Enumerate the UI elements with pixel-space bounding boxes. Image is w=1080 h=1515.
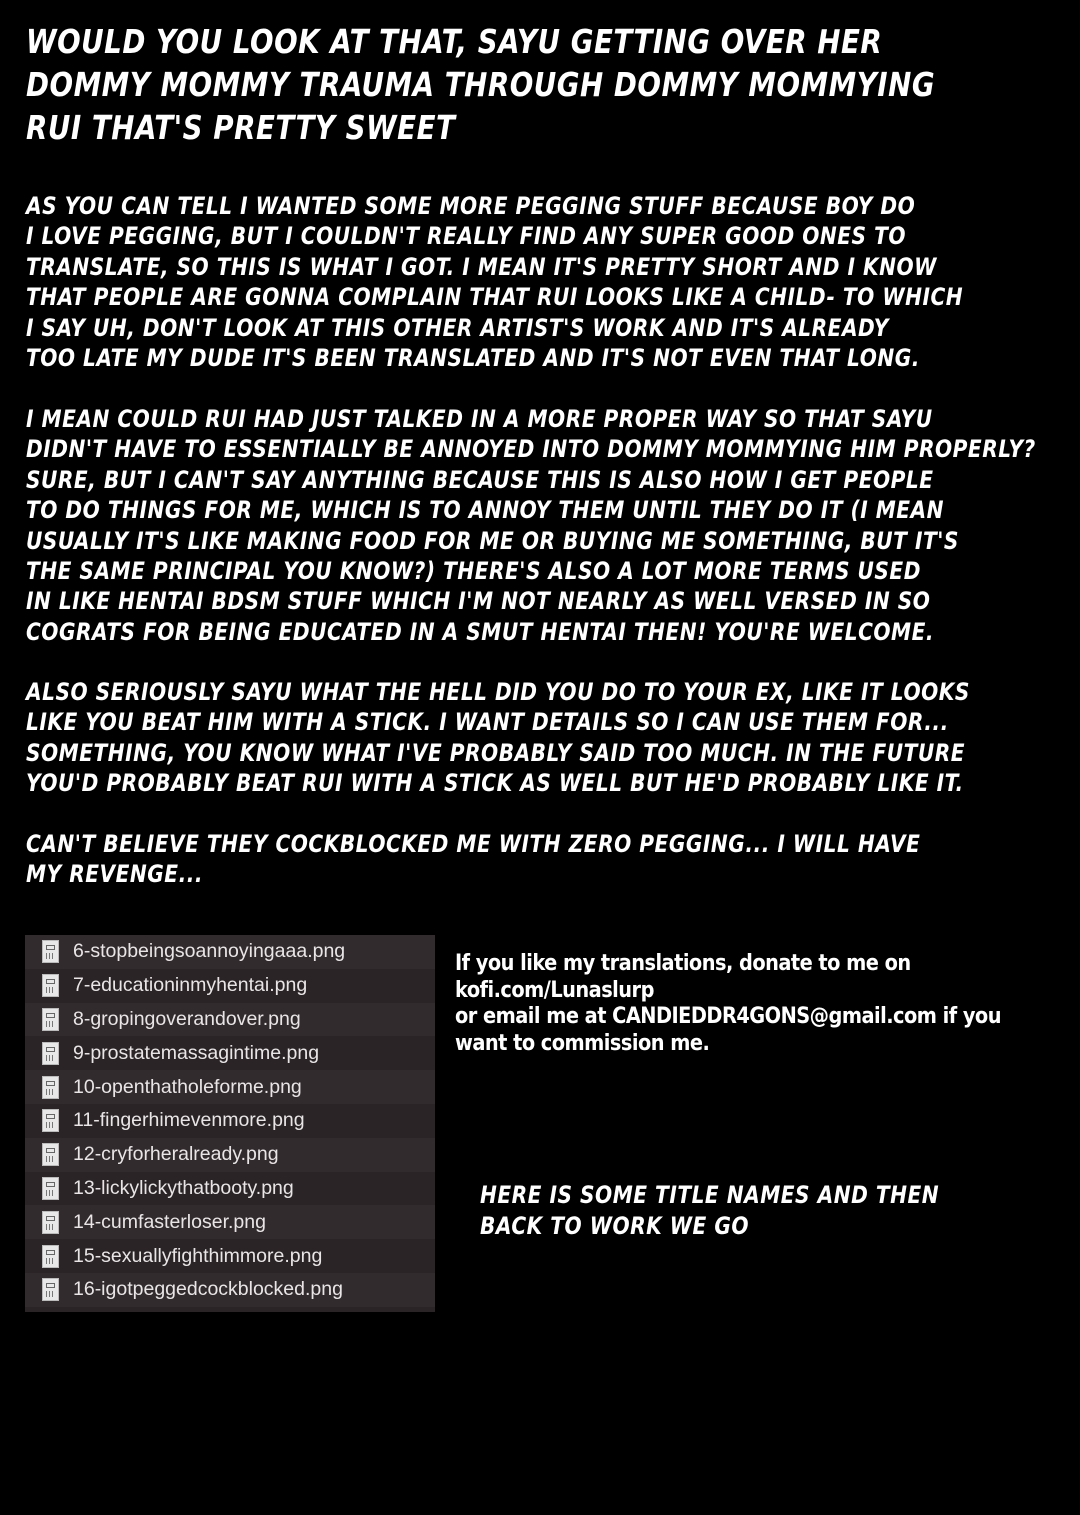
note-line: TO DO THINGS FOR ME, WHICH IS TO ANNOY THEM UNTIL THEY DO IT (I MEAN [26,496,945,525]
file-name: 14-cumfasterloser.png [73,1210,266,1233]
note-line: YOU'D PROBABLY BEAT RUI WITH A STICK AS WELL BUT HE'D PROBABLY LIKE IT. [26,769,964,798]
file-name: 6-stopbeingsoannoyingaaa.png [73,940,346,963]
file-name: 9-prostatemassagintime.png [73,1041,320,1064]
page-heading [26,20,992,149]
title-names-note [480,1180,1068,1241]
file-name: 12-cryforheralready.png [73,1143,279,1166]
note-line: I LOVE PEGGING, BUT I COULDN'T REALLY FIND ANY SUPER GOOD ONES TO [26,222,907,251]
file-name: 10-openthatholeforme.png [73,1075,302,1098]
file-row[interactable] [25,1070,435,1104]
note-line: USUALLY IT'S LIKE MAKING FOOD FOR ME OR BUYING ME SOMETHING, BUT IT'S [26,526,959,555]
note-line: CAN'T BELIEVE THEY COCKBLOCKED ME WITH ZERO PEGGING... I WILL HAVE [26,830,921,858]
note-line: ALSO SERIOUSLY SAYU WHAT THE HELL DID YOU DO TO YOUR EX, LIKE IT LOOKS [26,678,970,706]
image-file-icon [42,1008,59,1031]
file-row[interactable] [25,969,435,1003]
image-file-icon [42,1042,59,1065]
donation-link: kofi.com/Lunaslurp [455,977,654,1003]
image-file-icon [42,1245,59,1268]
note-paragraph-3 [26,677,1059,799]
file-row[interactable] [25,1036,435,1070]
note-line: DIDN'T HAVE TO ESSENTIALLY BE ANNOYED INTO DOMMY MOMMYING HIM PROPERLY? [26,435,1036,464]
file-row[interactable] [25,935,435,969]
file-name: 13-lickylickythatbooty.png [73,1176,294,1199]
note-line: TRANSLATE, SO THIS IS WHAT I GOT. I MEAN IT'S PRETTY SHORT AND I KNOW [26,252,937,281]
file-name: 11-fingerhimevenmore.png [73,1109,305,1132]
note-line: HERE IS SOME TITLE NAMES AND THEN [480,1181,940,1209]
note-paragraph-1 [26,191,1059,373]
file-name: 16-igotpeggedcockblocked.png [73,1278,343,1301]
heading-line: DOMMY MOMMY TRAUMA THROUGH DOMMY MOMMYING [26,65,936,104]
file-list-panel [25,935,435,1312]
file-row[interactable] [25,1239,435,1273]
image-file-icon [42,974,59,997]
donation-note [455,951,1075,1057]
heading-line: RUI THAT'S PRETTY SWEET [26,108,456,147]
note-paragraph-4 [26,829,1059,890]
image-file-icon [42,1278,59,1301]
donation-line: If you like my translations, donate to me on [455,951,911,976]
note-line: SOMETHING, YOU KNOW WHAT I'VE PROBABLY SAID TOO MUCH. IN THE FUTURE [26,738,966,767]
file-row[interactable] [25,1003,435,1037]
image-file-icon [42,1109,59,1132]
note-line: BACK TO WORK WE GO [480,1211,750,1240]
note-line: IN LIKE HENTAI BDSM STUFF WHICH I'M NOT NEARLY AS WELL VERSED IN SO [26,587,931,616]
note-line: AS YOU CAN TELL I WANTED SOME MORE PEGGING STUFF BECAUSE BOY DO [26,192,916,220]
file-row[interactable] [25,1172,435,1206]
image-file-icon [42,1076,59,1099]
note-line: I SAY UH, DON'T LOOK AT THIS OTHER ARTIST'S WORK AND IT'S ALREADY [26,313,889,342]
donation-line: want to commission me. [455,1030,710,1056]
note-line: I MEAN COULD RUI HAD JUST TALKED IN A MORE PROPER WAY SO THAT SAYU [26,405,933,433]
note-line: TOO LATE MY DUDE IT'S BEEN TRANSLATED AND IT'S NOT EVEN THAT LONG. [26,344,920,373]
heading-line: WOULD YOU LOOK AT THAT, SAYU GETTING OVER HER [26,22,883,61]
note-line: SURE, BUT I CAN'T SAY ANYTHING BECAUSE THIS IS ALSO HOW I GET PEOPLE [26,465,934,494]
file-row[interactable] [25,1104,435,1138]
note-line: COGRATS FOR BEING EDUCATED IN A SMUT HENTAI THEN! YOU'RE WELCOME. [26,617,935,646]
note-line: THAT PEOPLE ARE GONNA COMPLAIN THAT RUI LOOKS LIKE A CHILD- TO WHICH [26,283,964,312]
note-paragraph-2 [26,404,1059,647]
file-name: 15-sexuallyfighthimmore.png [73,1244,323,1267]
donation-line: or email me at CANDIEDDR4GONS@gmail.com if you [455,1004,1001,1029]
image-file-icon [42,1143,59,1166]
file-row[interactable] [25,1273,435,1307]
note-line: THE SAME PRINCIPAL YOU KNOW?) THERE'S ALSO A LOT MORE TERMS USED [26,557,921,586]
image-file-icon [42,1177,59,1200]
note-line: MY REVENGE... [26,860,204,889]
file-row[interactable] [25,1138,435,1172]
file-row[interactable] [25,1205,435,1239]
image-file-icon [42,940,59,963]
note-line: LIKE YOU BEAT HIM WITH A STICK. I WANT DETAILS SO I CAN USE THEM FOR... [26,708,949,737]
image-file-icon [42,1211,59,1234]
file-name: 8-gropingoverandover.png [73,1007,301,1030]
file-name: 7-educationinmyhentai.png [73,974,308,997]
